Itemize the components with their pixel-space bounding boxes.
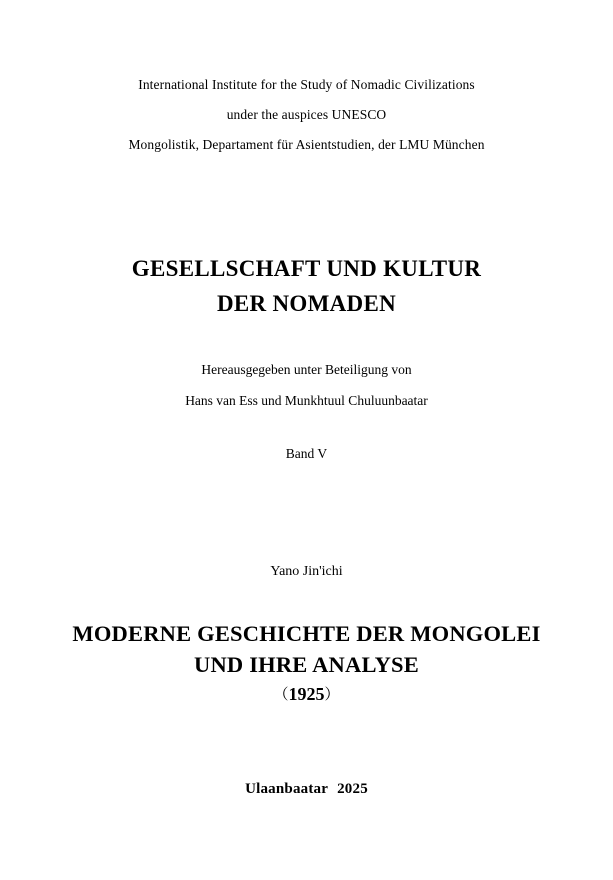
imprint-year: 2025 bbox=[337, 781, 368, 797]
book-title bbox=[0, 618, 613, 680]
series-title bbox=[0, 251, 613, 321]
editors-intro: Hereausgegeben unter Beteiligung von bbox=[201, 362, 412, 377]
editors-block bbox=[0, 354, 613, 416]
book-title-line-1: MODERNE GESCHICHTE DER MONGOLEI bbox=[72, 621, 541, 646]
volume-label: Band V bbox=[285, 446, 328, 461]
book-year-close-paren: ） bbox=[324, 687, 340, 703]
book-year-open-paren: （ bbox=[273, 687, 289, 703]
affiliation-line-department: Mongolistik, Departament für Asientstudien, der LMU München bbox=[128, 137, 485, 152]
affiliation-line-auspices: under the auspices UNESCO bbox=[226, 107, 387, 122]
book-year bbox=[0, 682, 613, 707]
book-year-value: 1925 bbox=[288, 684, 325, 704]
imprint bbox=[0, 778, 613, 800]
imprint-place: Ulaanbaatar bbox=[245, 781, 329, 797]
editors-names: Hans van Ess und Munkhtuul Chuluunbaatar bbox=[185, 393, 428, 408]
series-title-line-2: DER NOMADEN bbox=[217, 291, 396, 316]
series-title-line-1: GESELLSCHAFT UND KULTUR bbox=[131, 256, 482, 281]
book-title-line-2: UND IHRE ANALYSE bbox=[194, 652, 419, 677]
affiliation-line-institute: International Institute for the Study of Nomadic Civilizations bbox=[138, 77, 475, 92]
affiliation-block bbox=[0, 70, 613, 160]
author-name: Yano Jin'ichi bbox=[270, 564, 343, 579]
